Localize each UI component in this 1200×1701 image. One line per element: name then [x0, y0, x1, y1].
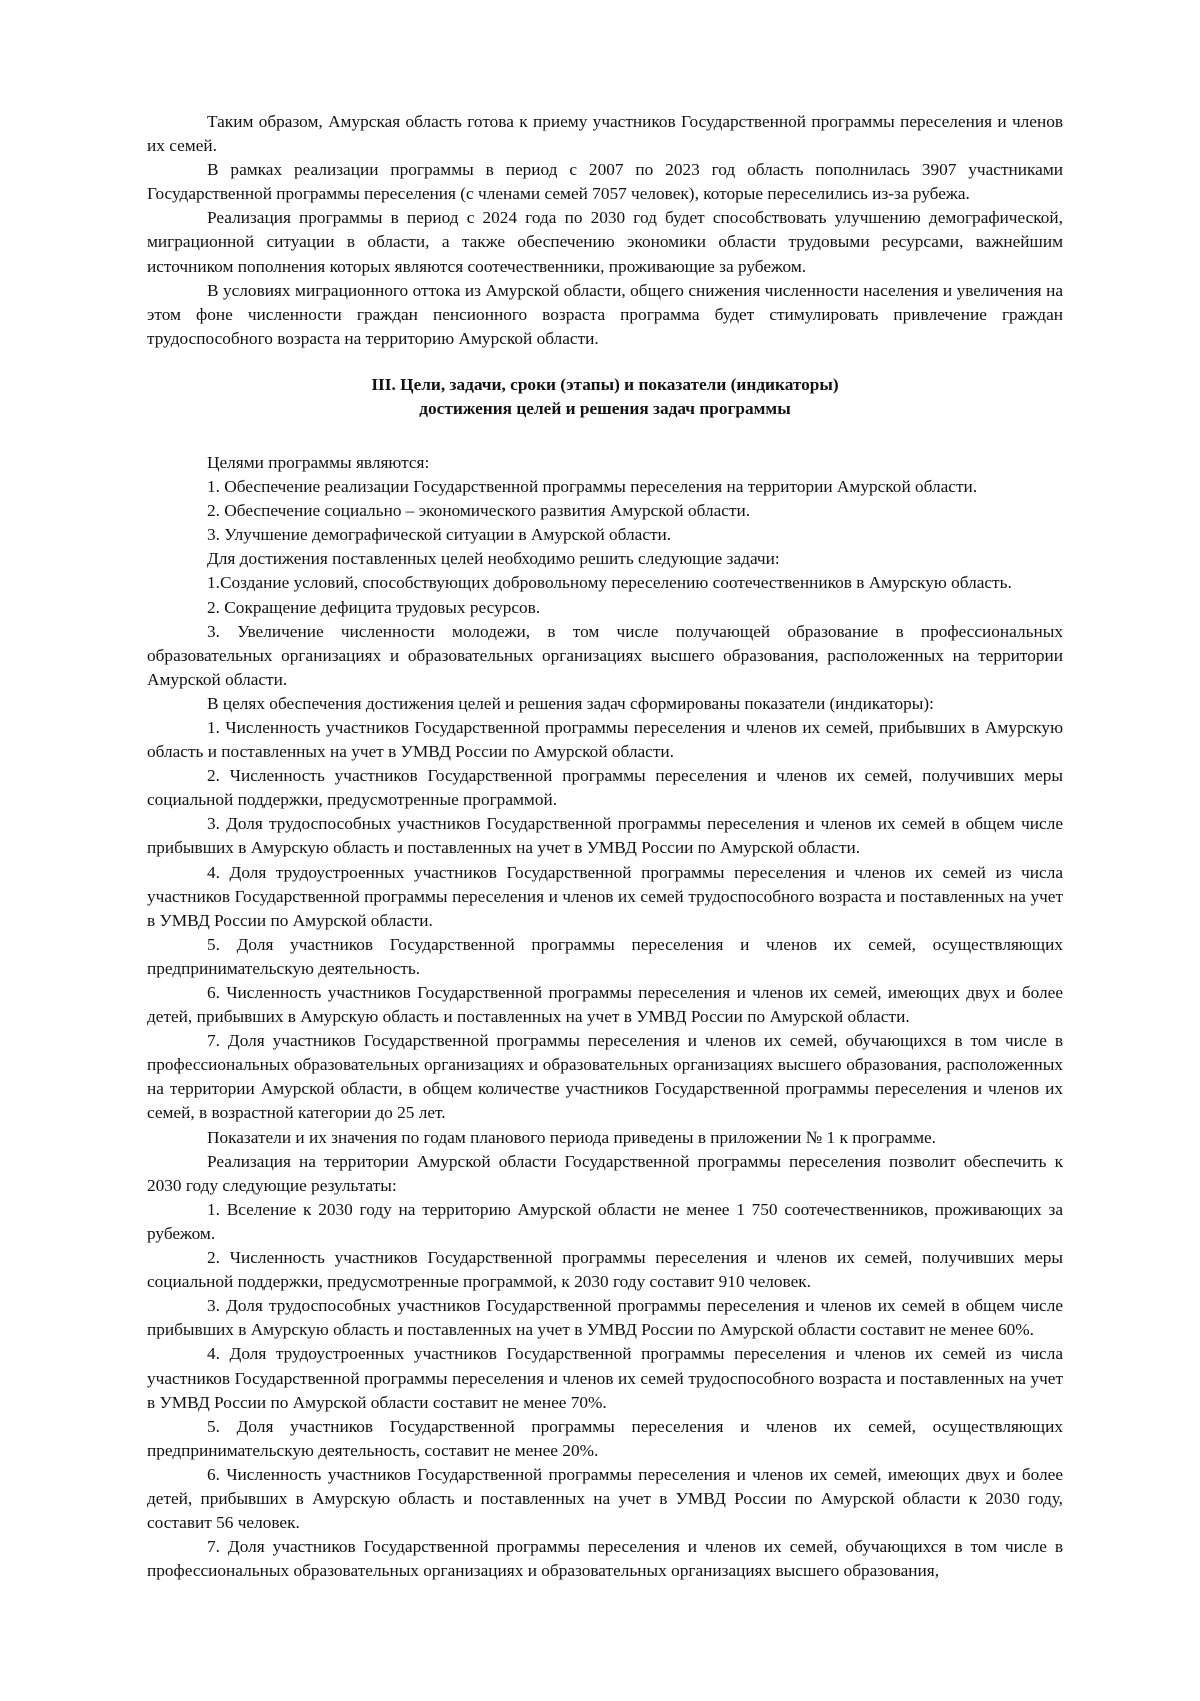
paragraph: 7. Доля участников Государственной программы переселения и членов их семей, обучающихся в том числе в профессиональных образовательных организациях и образовательных организациях высшего образования, расположенных на территории Амурской области, в общем количестве участников Государственной программы переселения и членов их семей, в возрастной категории до 25 лет. — [147, 1031, 1063, 1123]
paragraph: В целях обеспечения достижения целей и решения задач сформированы показатели (индикаторы): — [207, 693, 934, 713]
paragraph: 5. Доля участников Государственной программы переселения и членов их семей, осуществляющих предпринимательскую деятельность, составит не менее 20%. — [147, 1416, 1063, 1460]
paragraph: 4. Доля трудоустроенных участников Государственной программы переселения и членов их семей из числа участников Государственной программы переселения и членов их семей трудоспособного возраста и поставленных на учет в УМВД России по Амурской области. — [147, 862, 1063, 930]
section-title-line-1: III. Цели, задачи, сроки (этапы) и показатели (индикаторы) — [371, 374, 839, 394]
paragraph: 1. Обеспечение реализации Государственной программы переселения на территории Амурской области. — [207, 477, 978, 497]
paragraph: 4. Доля трудоустроенных участников Государственной программы переселения и членов их семей из числа участников Государственной программы переселения и членов их семей трудоспособного возраста и поставленных на учет в УМВД России по Амурской области составит не менее 70%. — [147, 1344, 1063, 1412]
intro-section — [147, 110, 1063, 351]
section-body — [147, 451, 1063, 1583]
paragraph: 3. Увеличение численности молодежи, в том числе получающей образование в профессиональных образовательных организациях и образовательных организациях высшего образования, расположенных на территории Амурской области. — [147, 621, 1063, 689]
paragraph: Для достижения поставленных целей необходимо решить следующие задачи: — [207, 549, 780, 569]
paragraph: 6. Численность участников Государственной программы переселения и членов их семей, имеющих двух и более детей, прибывших в Амурскую область и поставленных на учет в УМВД России по Амурской области. — [147, 983, 1063, 1027]
paragraph: В условиях миграционного оттока из Амурской области, общего снижения численности населения и увеличения на этом фоне численности граждан пенсионного возраста программа будет стимулировать привлечение граждан трудоспособного возраста на территорию Амурской области. — [147, 280, 1063, 348]
paragraph: Таким образом, Амурская область готова к приему участников Государственной программы переселения и членов их семей. — [147, 112, 1063, 156]
paragraph: Показатели и их значения по годам планового периода приведены в приложении № 1 к программе. — [207, 1127, 936, 1147]
paragraph: 3. Улучшение демографической ситуации в Амурской области. — [207, 525, 672, 545]
paragraph: Целями программы являются: — [207, 452, 430, 472]
document-page — [147, 110, 1063, 1583]
paragraph: 3. Доля трудоспособных участников Государственной программы переселения и членов их семей в общем числе прибывших в Амурскую область и поставленных на учет в УМВД России по Амурской области составит не менее 60%. — [147, 1296, 1063, 1340]
paragraph: Реализация программы в период с 2024 года по 2030 год будет способствовать улучшению демографической, миграционной ситуации в области, а также обеспечению экономики области трудовыми ресурсами, важнейшим источником пополнения которых являются соотечественники, проживающие за рубежом. — [147, 208, 1063, 276]
paragraph: 2. Обеспечение социально – экономического развития Амурской области. — [207, 501, 751, 521]
paragraph: В рамках реализации программы в период с 2007 по 2023 год область пополнилась 3907 участниками Государственной программы переселения (с членами семей 7057 человек), которые переселились из-за рубежа. — [147, 160, 1063, 204]
paragraph: 7. Доля участников Государственной программы переселения и членов их семей, обучающихся в том числе в профессиональных образовательных организациях и образовательных организациях высшего образования, — [147, 1537, 1063, 1581]
section-heading — [147, 373, 1063, 421]
paragraph: 2. Сокращение дефицита трудовых ресурсов. — [207, 597, 541, 617]
paragraph: 1.Создание условий, способствующих добровольному переселению соотечественников в Амурскую область. — [207, 573, 1012, 593]
paragraph: 2. Численность участников Государственной программы переселения и членов их семей, получивших меры социальной поддержки, предусмотренные программой, к 2030 году составит 910 человек. — [147, 1248, 1063, 1292]
paragraph: 5. Доля участников Государственной программы переселения и членов их семей, осуществляющих предпринимательскую деятельность. — [147, 934, 1063, 978]
section-title-line-2: достижения целей и решения задач программы — [419, 398, 791, 418]
paragraph: 3. Доля трудоспособных участников Государственной программы переселения и членов их семей в общем числе прибывших в Амурскую область и поставленных на учет в УМВД России по Амурской области. — [147, 814, 1063, 858]
paragraph: 2. Численность участников Государственной программы переселения и членов их семей, получивших меры социальной поддержки, предусмотренные программой. — [147, 766, 1063, 810]
paragraph: Реализация на территории Амурской области Государственной программы переселения позволит обеспечить к 2030 году следующие результаты: — [147, 1151, 1063, 1195]
paragraph: 1. Численность участников Государственной программы переселения и членов их семей, прибывших в Амурскую область и поставленных на учет в УМВД России по Амурской области. — [147, 717, 1063, 762]
paragraph: 1. Вселение к 2030 году на территорию Амурской области не менее 1 750 соотечественников, проживающих за рубежом. — [147, 1199, 1063, 1243]
paragraph: 6. Численность участников Государственной программы переселения и членов их семей, имеющих двух и более детей, прибывших в Амурскую область и поставленных на учет в УМВД России по Амурской области к 2030 году, составит 56 человек. — [147, 1464, 1063, 1533]
